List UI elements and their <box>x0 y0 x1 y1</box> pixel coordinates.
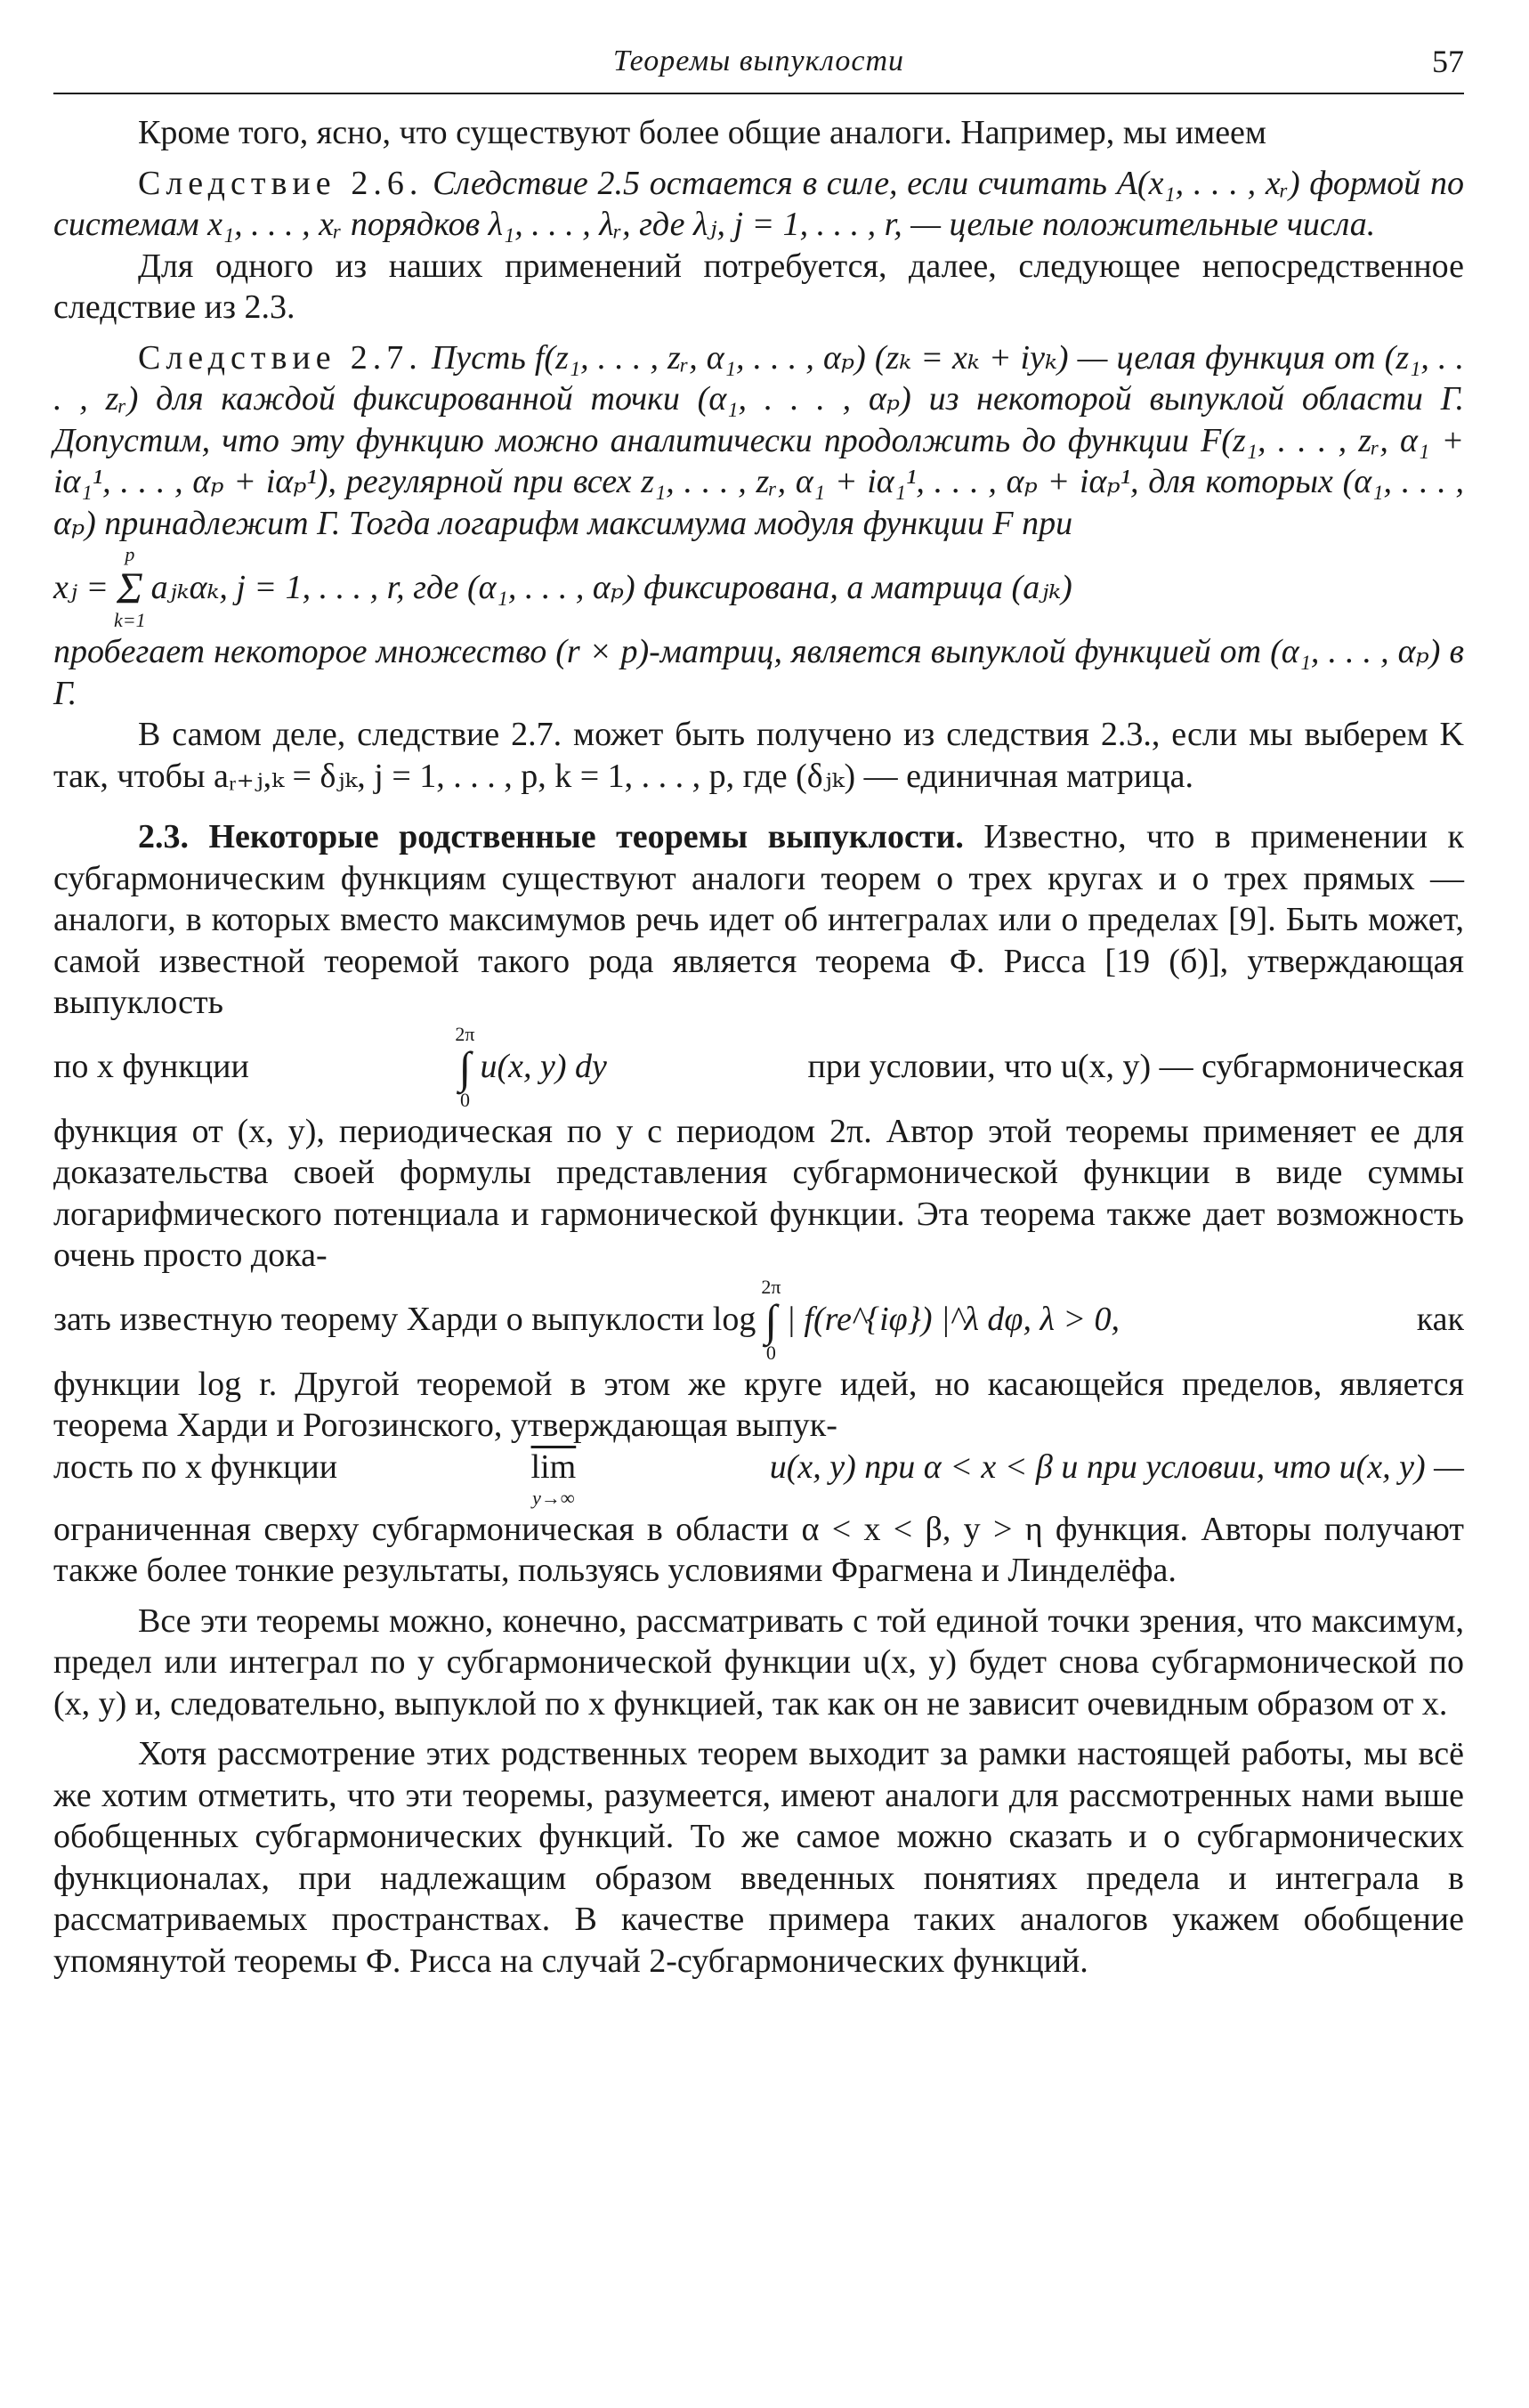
running-title: Теоремы выпуклости <box>612 45 905 77</box>
integral-operator-1 <box>455 1024 474 1111</box>
integral-line-1 <box>53 1024 1464 1111</box>
integral-1-upper: 2π <box>455 1022 475 1045</box>
paragraph-riesz: функция от (x, y), периодическая по y с периодом 2π. Автор этой теоремы применяет ее для доказательства своей формулы представления субгармонической функции в виде суммы логарифмического потенциала и гармонической функции. Эта теорема также дает возможность очень просто дока- <box>53 1112 1464 1274</box>
sum-operator <box>114 544 146 631</box>
integral-line-2 <box>53 1277 1464 1364</box>
integral-2-left: зать известную теорему Харди о выпуклости log <box>53 1301 756 1339</box>
paragraph-intro: Кроме того, ясно, что существуют более общие аналоги. Например, мы имеем <box>138 114 1266 151</box>
integral-operator-2 <box>761 1277 781 1364</box>
page <box>53 36 1464 2377</box>
integral-2-right: как <box>1416 1301 1464 1339</box>
running-header <box>53 36 1464 94</box>
paragraph-bounded: ограниченная сверху субгармоническая в области α < x < β, y > η функция. Авторы получают также более тонкие результаты, пользуясь условиями Фрагмена и Линделёфа. <box>53 1510 1464 1589</box>
section-2-3 <box>53 816 1464 1024</box>
text-body <box>53 112 1464 1982</box>
integral-2-expr: | f(re^{iφ}) |^λ dφ, λ > 0, <box>786 1301 1120 1339</box>
integral-1-expr: u(x, y) dy <box>480 1048 607 1086</box>
integral-2-lower: 0 <box>765 1341 776 1364</box>
formula-right: aⱼₖαₖ, j = 1, . . . , r, где (α₁, . . . , αₚ) фиксирована, а матрица (aⱼₖ) <box>150 568 1072 606</box>
integral-1-left: по x функции <box>53 1048 249 1086</box>
corollary-2-7-text: Пусть f(z₁, . . . , zᵣ, α₁, . . . , αₚ) (zₖ = xₖ + iyₖ) — целая функция от (z₁, . . . , zᵣ) для каждой фиксированной точки (α₁, . . . , αₚ) из некоторой выпуклой области Γ. Допустим, что эту функцию можно аналитически продолжить до функции F(z₁, . . . , zᵣ, α₁ + iα₁¹, . . . , αₚ + iαₚ¹), регулярной при всех z₁, . . . , zᵣ, α₁ + iα₁¹, . . . , αₚ + iαₚ¹, для которых (α₁, . . . , αₚ) принадлежит Γ. Тогда логарифм максимума модуля функции F при <box>53 338 1465 542</box>
sum-upper-limit: p <box>125 543 135 565</box>
corollary-2-7-end: пробегает некоторое множество (r × p)-матриц, является выпуклой функцией от (α₁, . . . , αₚ) в Γ. <box>53 633 1464 712</box>
integral-1-lower: 0 <box>459 1088 470 1111</box>
integral-2-upper: 2π <box>761 1275 781 1298</box>
sum-lower-limit: k=1 <box>114 609 146 631</box>
limit-operator <box>531 1447 577 1509</box>
paragraph-conclusion: Хотя рассмотрение этих родственных теорем выходит за рамки настоящей работы, мы всё же хотим отметить, что эти теоремы, разумеется, имеют аналоги для рассмотренных нами выше обобщенных субгармонических функций. То же самое можно сказать и о субгармонических функционалах, при надлежащим образом введенных понятиях предела и интеграла в рассматриваемых пространствах. В качестве примера таких аналогов укажем обобщение упомянутой теоремы Ф. Рисса на случай 2-субгармонических функций. <box>53 1735 1464 1980</box>
corollary-2-6 <box>53 163 1464 246</box>
integral-1-right: при условии, что u(x, y) — субгармоническая <box>807 1048 1464 1086</box>
limsup-op: $\overline{lim}$ <box>530 1447 577 1486</box>
sigma-icon: Σ <box>117 563 143 612</box>
paragraph-hardy: функции log r. Другой теоремой в этом же круге идей, но касающейся пределов, является теорема Харди и Рогозинского, утверждающая выпук- <box>53 1365 1464 1444</box>
limit-line <box>53 1447 1464 1509</box>
formula-left: xⱼ = <box>53 568 109 606</box>
limit-left: лость по x функции <box>53 1447 338 1486</box>
limit-subscript: y→∞ <box>532 1486 575 1509</box>
section-2-3-text: Известно, что в применении к субгармоническим функциям существуют аналоги теорем о трех кругах и о трех прямых — аналоги, в которых вместо максимумов речь идет об интегралах или о пределах [9]. Быть может, самой известной теоремой такого рода является теорема Ф. Рисса [19 (б)], утверждающая выпуклость <box>53 818 1465 1021</box>
paragraph-viewpoint: Все эти теоремы можно, конечно, рассматривать с той единой точки зрения, что максимум, предел или интеграл по y субгармонической функции u(x, y) будет снова субгармонической по (x, y) и, следовательно, выпуклой по x функцией, так как он не зависит очевидным образом от x. <box>53 1601 1464 1723</box>
page-number: 57 <box>1432 44 1464 79</box>
paragraph-application: Для одного из наших применений потребуется, далее, следующее непосредственное следствие из 2.3. <box>53 247 1464 326</box>
corollary-2-7-label: Следствие 2.7. <box>138 338 423 377</box>
corollary-2-7 <box>53 337 1464 545</box>
corollary-2-6-text: Следствие 2.5 остается в силе, если считать A(x₁, . . . , xᵣ) формой по системам x₁, . . . , xᵣ порядков λ₁, . . . , λᵣ, где λⱼ, j = 1, . . . , r, — целые положительные числа. <box>53 164 1464 243</box>
corollary-2-7-formula <box>53 544 1464 631</box>
section-2-3-title: 2.3. Некоторые родственные теоремы выпуклости. <box>138 818 964 855</box>
corollary-2-6-label: Следствие 2.6. <box>138 164 424 202</box>
integral-icon: ∫ <box>764 1294 778 1345</box>
limit-right: u(x, y) при α < x < β и при условии, что u(x, y) — <box>769 1447 1464 1486</box>
paragraph-proof: В самом деле, следствие 2.7. может быть получено из следствия 2.3., если мы выберем K так, чтобы aᵣ₊ⱼ,ₖ = δⱼₖ, j = 1, . . . , p, k = 1, . . . , p, где (δⱼₖ) — единичная матрица. <box>53 716 1464 795</box>
integral-icon: ∫ <box>458 1042 472 1092</box>
